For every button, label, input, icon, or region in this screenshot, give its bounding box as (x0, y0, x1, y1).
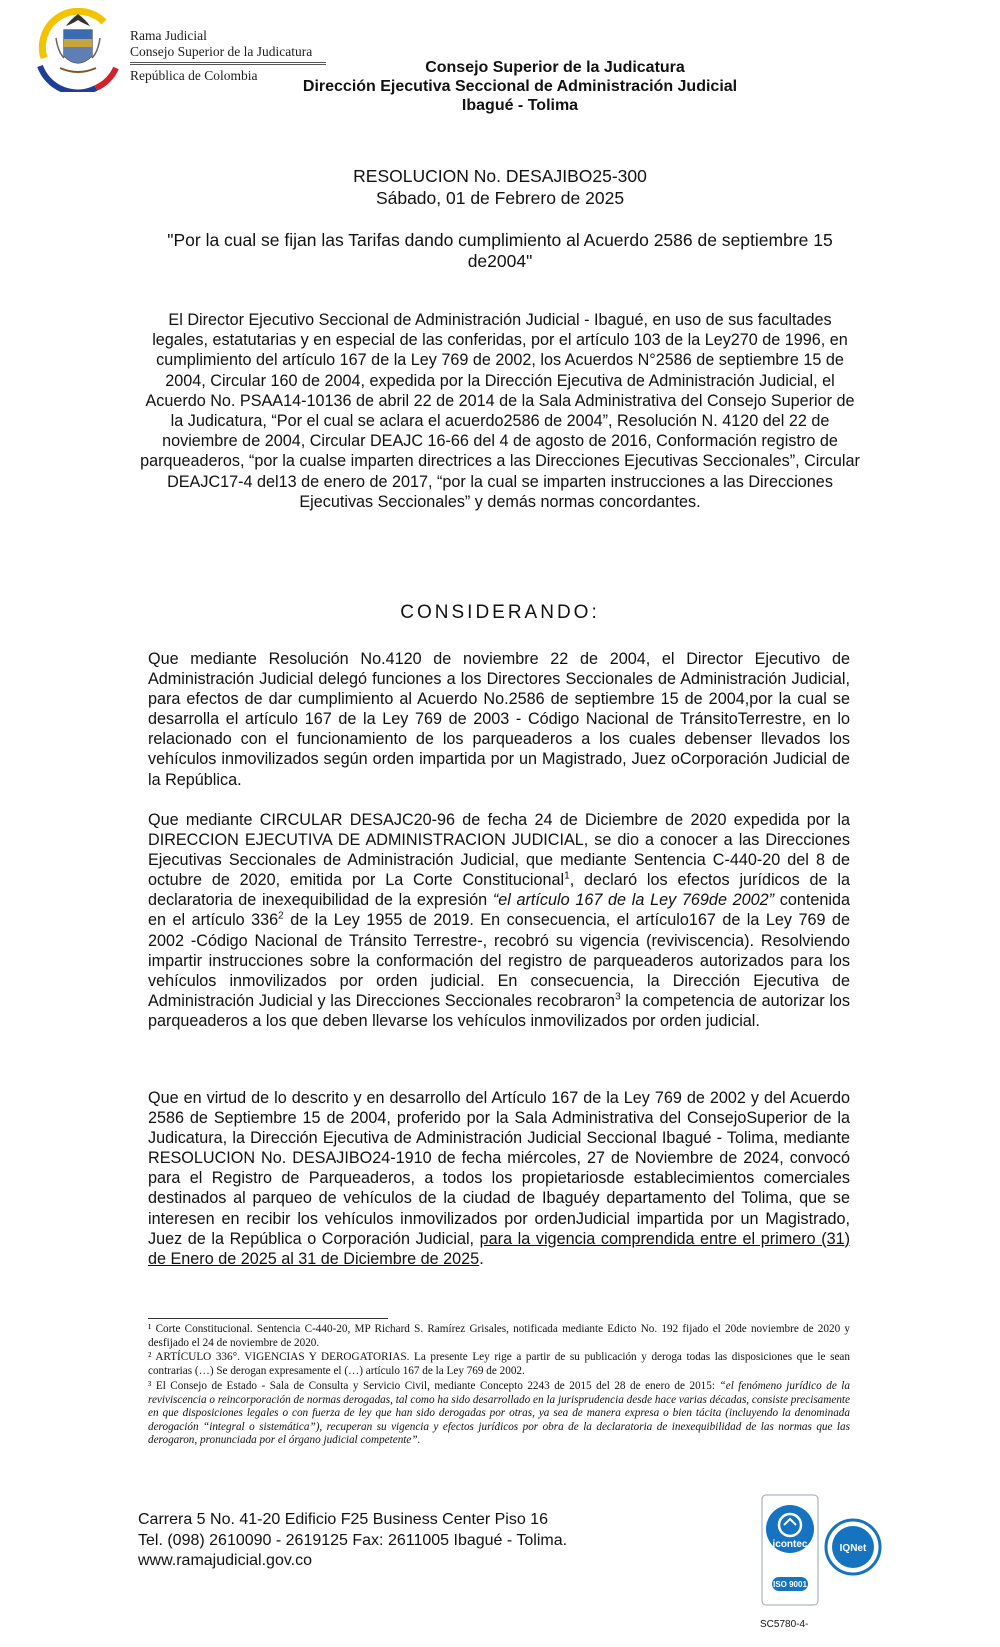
iqnet-label: IQNet (839, 1543, 867, 1554)
considerando-heading: CONSIDERANDO: (400, 602, 600, 623)
p2-quote: “el artículo 167 de la Ley 769de 2002” (492, 891, 775, 910)
footer-address (138, 1510, 567, 1572)
footnote-3-quote: “el fenómeno jurídico de la reviviscencia o reincorporación de normas derogadas, tal como ha sido desarrollado en la jurisprudencia desde hace varias décadas, consiste precisamente en que disposiciones legales o con fuerza de ley que han sido derogadas por otras, ya sea de manera expresa o bien tácita (incluyendo la denominada derogación “integral o sistemática”), recuperan su vigencia y efectos jurídicos por obra de la declaratoria de inexequibilidad de las normas que las derogaron, pronunciada por el órgano judicial competente”. (148, 1380, 851, 1447)
address-line-2: Tel. (098) 2610090 - 2619125 Fax: 2611005 Ibagué - Tolima. (138, 1531, 568, 1549)
footnote-2: ² ARTÍCULO 336°. VIGENCIAS Y DEROGATORIAS. La presente Ley rige a partir de su publicación y deroga todas las disposiciones que le sean contrarias (…) Se derogan expresamente el (…) artículo 167 de la Ley 769 de 2002. (148, 1351, 850, 1377)
iso-label: ISO 9001 (773, 1580, 807, 1589)
resolution-number: RESOLUCION No. DESAJIBO25-300 (353, 166, 647, 186)
icontec-label: icontec (772, 1539, 808, 1550)
icontec-certification-logo (760, 1493, 820, 1607)
footnote-divider (148, 1318, 388, 1319)
p2-text-b: , declaró los efectos jurídicos de la declaratoria de inexequibilidad de la expresión (148, 871, 850, 910)
intro-paragraph: El Director Ejecutivo Seccional de Administración Judicial - Ibagué, en uso de sus facultades legales, estatutarias y en especial de las conferidas, por el artículo 103 de la Ley270 de 1996, en cumplimiento del artículo 167 de la Ley 769 de 2002, los Acuerdos N°2586 de septiembre 15 de 2004, Circular 160 de 2004, expedida por la Dirección Ejecutiva de Administración Judicial, el Acuerdo No. PSAA14-10136 de abril 22 de 2014 de la Sala Administrativa del Consejo Superior de la Judicatura, “Por el cual se aclara el acuerdo2586 de 2004”, Resolución N. 4120 del 22 de noviembre de 2004, Circular DEAJC 16-66 del 4 de agosto de 2016, Conformación registro de parqueaderos, “por la cualse imparten directrices a las Direcciones Ejecutivas Seccionales”, Circular DEAJC17-4 del13 de enero de 2017, “por la cual se imparten instrucciones a las Direcciones Ejecutivas Seccionales” y demás normas concordantes. (140, 311, 860, 511)
resolution-subject: "Por la cual se fijan las Tarifas dando cumplimiento al Acuerdo 2586 de septiembre 15 de2004" (167, 230, 833, 271)
republica-label: República de Colombia (130, 68, 258, 83)
office-line-2: Dirección Ejecutiva Seccional de Administración Judicial (302, 78, 738, 95)
considerando-paragraph-1: Que mediante Resolución No.4120 de noviembre 22 de 2004, el Director Ejecutivo de Administración Judicial delegó funciones a los Directores Seccionales de Administración Judicial, para efectos de dar cumplimiento al Acuerdo No.2586 de septiembre 15 de 2004,por la cual se desarrolla el artículo 167 de la Ley 769 de 2003 - Código Nacional de TránsitoTerrestre, en lo relacionado con el funcionamiento de los parqueaderos a los cuales debenser llevados los vehículos inmovilizados según orden impartida por un Magistrado, Juez oCorporación Judicial de la República. (148, 650, 850, 789)
office-heading (180, 58, 760, 115)
p3-vigencia-underlined: para la vigencia comprendida entre el primero (31) de Enero de 2025 al 31 de Diciembre de 2025 (148, 1229, 851, 1268)
footnote-1: ¹ Corte Constitucional. Sentencia C-440-20, MP Richard S. Ramírez Grisales, notificada mediante Edicto No. 192 fijado el 20de noviembre de 2020 y desfijado el 24 de noviembre de 2020. (148, 1323, 850, 1349)
p2-text-f: la competencia de autorizar los parqueaderos a los que deben llevarse los vehículos inmovilizados por orden judicial. (148, 991, 851, 1030)
footnote-3-intro: ³ El Consejo de Estado - Sala de Consulta y Servicio Civil, mediante Concepto 2243 de 2015 del 28 de enero de 2015: (148, 1380, 720, 1392)
rama-line-2: Consejo Superior de la Judicatura (130, 44, 313, 59)
office-line-1: Consejo Superior de la Judicatura (425, 59, 685, 76)
iqnet-certification-logo (824, 1518, 882, 1576)
coat-of-arms-logo (34, 8, 122, 92)
footnote-ref-3: 3 (615, 991, 621, 1003)
rama-line-1: Rama Judicial (130, 28, 207, 43)
p3-text-b: . (479, 1249, 484, 1268)
address-line-1: Carrera 5 No. 41-20 Edificio F25 Business Center Piso 16 (138, 1511, 548, 1528)
footnote-ref-1: 1 (564, 870, 570, 882)
footnote-3 (148, 1380, 850, 1448)
p2-text-d: contenida en el artículo 336 (148, 891, 851, 930)
office-line-3: Ibagué - Tolima (461, 97, 579, 114)
footnote-ref-2: 2 (278, 911, 284, 923)
p2-text-a: Que mediante CIRCULAR DESAJC20-96 de fecha 24 de Diciembre de 2020 expedida por la DIRECCION EJECUTIVA DE ADMINISTRACION JUDICIAL, se dio a conocer a las Direcciones Ejecutivas Seccionales de Administración Judicial, que mediante Sentencia C-440-20 del 8 de octubre de 2020, emitida por La Corte Constitucional (148, 811, 850, 890)
p3-text-a: Que en virtud de lo descrito y en desarrollo del Artículo 167 de la Ley 769 de 2002 y del Acuerdo 2586 de Septiembre 15 de 2004, proferido por la Sala Administrativa del ConsejoSuperior de la Judicatura, la Dirección Ejecutiva de Administración Judicial Seccional Ibagué - Tolima, mediante RESOLUCION No. DESAJIBO24-1910 de fecha miércoles, 27 de Noviembre de 2024, convocó para el Registro de Parqueaderos, a todos los propietariosde establecimientos comerciales destinados al parqueo de vehículos de la ciudad de Ibaguéy departamento del Tolima, que se interesen en recibir los vehículos inmovilizados por ordenJudicial impartida por un Magistrado, Juez de la República o Corporación Judicial, (148, 1089, 850, 1248)
rama-judicial-lines (130, 28, 312, 60)
document-code: SC5780-4- (760, 1619, 809, 1630)
p2-text-e: de la Ley 1955 de 2019. En consecuencia, el artículo167 de la Ley 769 de 2002 -Código Nacional de Tránsito Terrestre-, recobró su vigencia (reviviscencia). Resolviendo impartir instrucciones sobre la conformación del registro de parqueaderos autorizados para los vehículos inmovilizados por orden judicial. En consecuencia, la Dirección Ejecutiva de Administración Judicial y las Direcciones Seccionales recobraron (148, 911, 850, 1010)
website-link[interactable]: www.ramajudicial.gov.co (138, 1552, 312, 1569)
considerando-paragraph-2 (148, 810, 850, 1031)
resolution-date: Sábado, 01 de Febrero de 2025 (375, 188, 625, 208)
considerando-paragraph-3 (148, 1088, 850, 1269)
resolution-heading (60, 165, 940, 209)
